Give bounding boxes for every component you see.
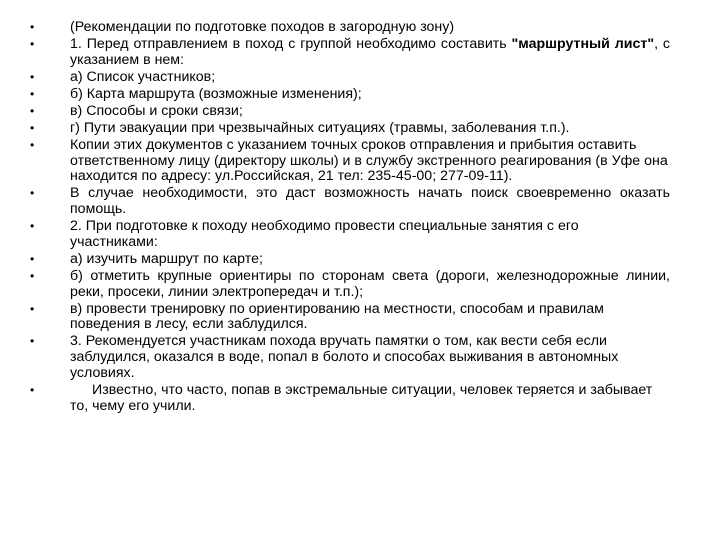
bullet-icon: • [30, 86, 35, 101]
list-item-landmarks [30, 269, 670, 301]
bullet-list [30, 20, 670, 416]
bullet-icon: • [30, 103, 35, 118]
list-item-memo [30, 334, 670, 381]
bullet-icon: • [30, 268, 35, 283]
list-item-orientation [30, 302, 670, 334]
bullet-icon: • [30, 69, 35, 84]
bullet-icon: • [30, 20, 35, 34]
item-text: а) Список участников; [70, 68, 216, 85]
item-text: Известно, что часто, попав в экстремальные ситуации, человек теряется и забывает то, чему его учили. [70, 381, 653, 414]
item-text: в) Способы и сроки связи; [70, 102, 243, 119]
list-item-study-map [30, 252, 670, 268]
bullet-icon: • [30, 334, 35, 349]
item-text: г) Пути эвакуации при чрезвычайных ситуациях (травмы, заболевания т.п.). [70, 119, 570, 136]
list-item-participants [30, 70, 670, 86]
bullet-icon: • [30, 219, 35, 234]
item-text: 3. Рекомендуется участникам похода вручать памятки о том, как вести себя если заблудился, оказался в воде, попал в болото и способах выживания в автономных условиях. [70, 333, 619, 381]
item-text: , с указанием в нем: [70, 35, 670, 68]
list-item-intro [30, 20, 670, 36]
bullet-icon: • [30, 137, 35, 152]
list-item-communication [30, 104, 670, 120]
list-item-evacuation [30, 121, 670, 137]
list-item-route-sheet [30, 37, 670, 69]
list-item-conclusion [30, 383, 670, 415]
list-item-search [30, 186, 670, 218]
item-text: 1. Перед отправлением в поход с группой необходимо составить [70, 35, 512, 52]
item-text: Копии этих документов с указанием точных сроков отправления и прибытия оставить ответственному лицу (директору школы) и в службу экстренного реагирования (в Уфе она находится по адресу: ул.Российская, 21 тел: 235-45-00; 277-09-11). [70, 136, 668, 185]
bullet-icon: • [30, 36, 35, 51]
item-text: б) Карта маршрута (возможные изменения); [70, 85, 362, 102]
bullet-icon: • [30, 301, 35, 316]
item-text: 2. При подготовке к походу необходимо провести специальные занятия с его участниками: [70, 218, 579, 250]
list-item-copies [30, 138, 670, 185]
item-text: В случае необходимости, это даст возможность начать поиск своевременно оказать помощь. [70, 185, 670, 218]
item-text: б) отметить крупные ориентиры по сторонам света (дороги, железнодорожные линии, реки, просеки, линии электропередач и т.п.); [70, 267, 670, 300]
list-item-training [30, 219, 670, 251]
route-sheet-term: "маршрутный лист" [511, 35, 655, 52]
bullet-icon: • [30, 120, 35, 135]
bullet-icon: • [30, 186, 35, 201]
item-text: в) провести тренировку по ориентированию на местности, способам и правилам поведения в лесу, если заблудился. [70, 300, 604, 333]
list-item-map [30, 87, 670, 103]
item-text: (Рекомендации по подготовке походов в загородную зону) [70, 19, 455, 35]
bullet-icon: • [30, 382, 35, 397]
item-text: а) изучить маршрут по карте; [70, 250, 263, 267]
bullet-icon: • [30, 251, 35, 266]
